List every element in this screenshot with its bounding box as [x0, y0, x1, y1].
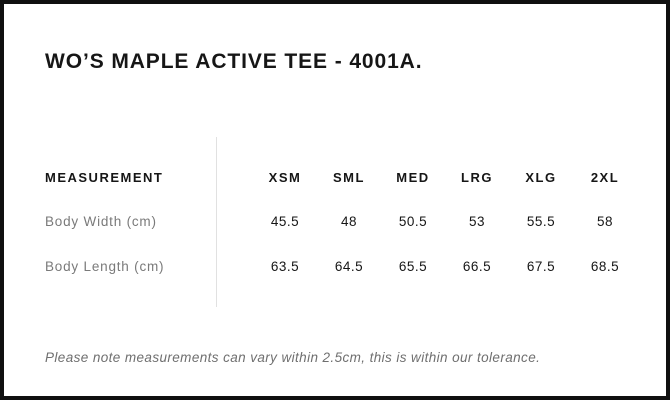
- table-row-body-length: [45, 256, 637, 276]
- size-header-med: MED: [396, 169, 430, 185]
- body-length-lrg-value: 66.5: [462, 258, 492, 274]
- body-width-med-value: 50.5: [398, 213, 428, 229]
- body-width-sml-value: 48: [340, 213, 358, 229]
- body-length-med-value: 65.5: [398, 258, 428, 274]
- body-length-xsm-value: 63.5: [270, 258, 300, 274]
- page-title: WO’S MAPLE ACTIVE TEE - 4001A.: [45, 50, 423, 73]
- body-width-lrg-value: 53: [468, 213, 486, 229]
- row-label-body-length: Body Length (cm): [45, 258, 165, 274]
- body-length-2xl-value: 68.5: [590, 258, 620, 274]
- body-width-2xl-value: 58: [596, 213, 614, 229]
- body-width-xlg-value: 55.5: [526, 213, 556, 229]
- row-label-body-width: Body Width (cm): [45, 213, 157, 229]
- tolerance-note: Please note measurements can vary within 2.5cm, this is within our tolerance.: [45, 349, 541, 365]
- size-header-xlg: XLG: [525, 169, 557, 185]
- table-row-body-width: [45, 211, 637, 231]
- body-width-xsm-value: 45.5: [270, 213, 300, 229]
- size-header-xsm: XSM: [268, 169, 302, 185]
- size-header-2xl: 2XL: [590, 169, 620, 185]
- measurement-column-header: MEASUREMENT: [45, 169, 164, 185]
- body-length-xlg-value: 67.5: [526, 258, 556, 274]
- size-header-sml: SML: [333, 169, 365, 185]
- table-header-row: [45, 167, 637, 187]
- body-length-sml-value: 64.5: [334, 258, 364, 274]
- size-header-lrg: LRG: [461, 169, 493, 185]
